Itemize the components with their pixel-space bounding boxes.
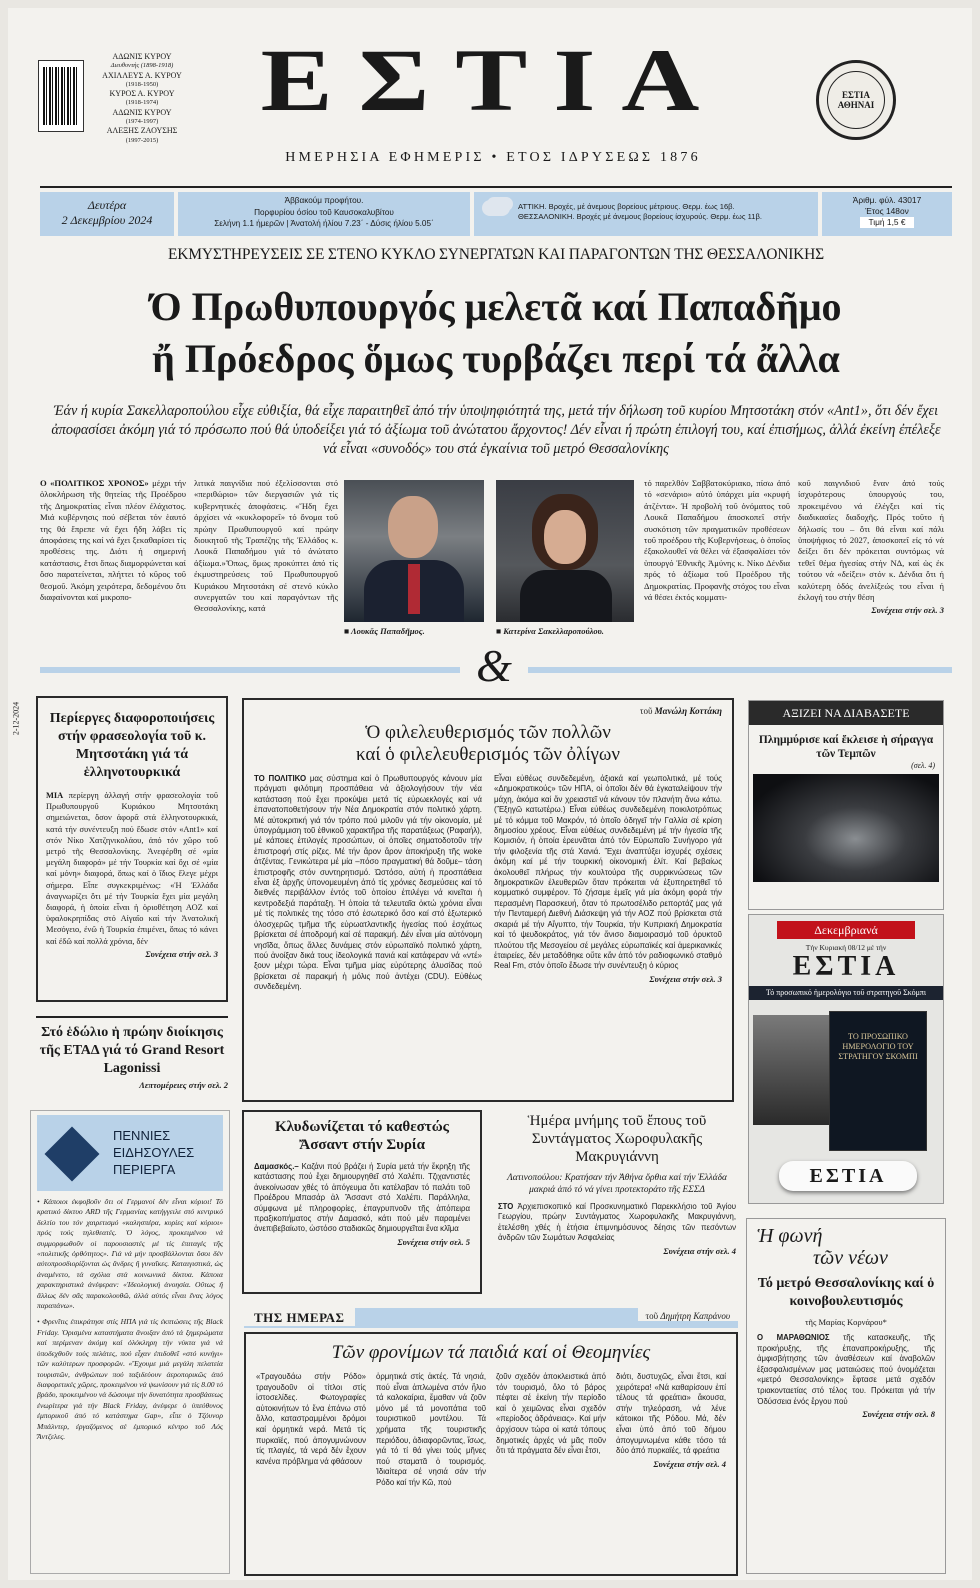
photo-sakellaropoulou [496, 480, 634, 622]
opinion-title-1[interactable]: Ὁ φιλελευθερισμός τῶν πολλῶν [365, 722, 611, 743]
byline-prefix: τοῦ [639, 706, 653, 716]
masthead-subtitle: ΗΜΕΡΗΣΙΑ ΕΦΗΜΕΡΙΣ • ΕΤΟΣ ΙΔΡΥΣΕΩΣ 1876 [285, 150, 701, 165]
story-box-phraseology [36, 696, 228, 1002]
caption-papademos: ■ Λουκᾶς Παπαδῆμος. [344, 626, 425, 636]
issue-date: 2 Δεκεμβρίου 2024 [61, 213, 153, 227]
caption-text: Λουκᾶς Παπαδῆμος. [350, 626, 425, 636]
opinion-column-2 [494, 774, 722, 993]
lead-text: τό παρελθόν Σαββατοκύριακο, πίσω ἀπό τό «σενάριο» αὐτό ὑπάρχει μία «κρυφή ἀτζέντα». Ή προβολή τοῦ ὀνόματος τοῦ Λουκᾶ Παπαδήμου ἀποσκοπεῖ στήν συσκότιση τῶν πραγματικῶν προθέσεων τοῦ προέδρου τῆς Κυβερνήσεως, ὁ ὁποῖος ἐξακολουθεῖ νά θέλει νά ἐξασφαλίσει τόν ὑπουργό Ἐθνικῆς Ἀμύνης κ. Νίκο Δένδια πρός τό ἀξίωμα τοῦ Προέδρου τῆς Δημοκρατίας. Προφανῆς στόχος του εἶναι νά θέσει ἐκτός κομματι- [644, 478, 790, 603]
byline: τῆς Μαρίας Κορνάρου* [805, 1317, 887, 1327]
publisher-years: Διευθυντής (1898-1918) [110, 62, 174, 70]
masthead-title: ΕΣΤΙΑ [260, 32, 726, 130]
pennies-item: • Φρενῖτις ἐπικράτησε στίς ΗΠΑ γιά τίς ἐκπτώσεις τῆς Black Friday. Ὁρισμένα καταστήματα ἄνοιξαν ἀπό τά ξημερώματα καί περίμεναν ἀκόμη καί ὁλόκληρη τήν νύκτα γιά νά ὑποδεχθοῦν τούς πελάτες, πού εἶχαν ἐπιδοθεῖ «στό κυνήγι» τῶν καλύτερων προσφορῶν. «Ἔχουμε μιά μεγάλη πελατεία τουριστῶν, ἀνθρώπων πού ταξιδεύουν ἀεροπορικῶς ἀπό διαφορετικές χῶρες, προκειμένου νά ψωνίσουν γιά τίς 8.00 τό βράδυ, προκειμένου νά δώσουμε τήν δυνατότητα προσβάσεως ἐνωρίτερα γιά τήν Black Friday, ἀνέφερε ὁ ὑπεύθυνος ἐμπορικοῦ ἀπό τό κατάστημα Gap», εἶπε ὁ Τζόυνορ Μπάλντερ, ἐργαζόμενος σέ ἐμπορικό κέντρο τοῦ Λός Ἄντζελες. [37, 1317, 223, 1441]
story-text: Ἀρχιεπισκοπικό καί Προσκυνηματικό Παρεκκλήσιο τοῦ Ἁγίου Γεωργίου, πρώην Συντάγματος Χωροφυλακῆς Μακρυγιάννη, ἐτελέσθη χθές ἡ ἐτήσια ἐπιμνημόσυνος δέησις τῶν πεσόντων ἀνδρῶν τῶν Σωμάτων Ἀσφαλείας [498, 1202, 736, 1243]
saint-line: Πορφυρίου όσίου τοῦ Καυσοκαλυβίτου [254, 207, 394, 217]
date-box [40, 192, 174, 236]
byline-prefix: τοῦ [645, 1311, 659, 1321]
pennies-item: • Κάποιοι ἐκφοβοῦν ὅτι οἱ Γερμανοί δέν εἶναι κύριοι! Τό κρατικό δίκτυο ARD τῆς Γερμανίας κατήγγειλε στό κεντρικό δελτίο του τόν χαιρετισμό «καλησπέρα, κυρίες καί κύριοι» πρός τούς τηλεθεατές. Ὁ λόγος, προκειμένου νά συμμορφωθοῦν οἱ παρουσιαστές μέ τίς ἐπιταγές τῆς «πολιτικῆς ὀρθότητος». Γιά νά μήν προσβάλλονται ὅσοι δέν αὐτοπροσδιορίζονται ὡς ἄνδρες ἤ γυναῖκες. Καταιγιστικά, ὡς ἀναμένετο, τά σχόλια στά κοινωνικά δίκτυα. Κάποια χαρακτηριστικά ἀνέφεραν: «Ἰδεολογική ἀνοησία. Οὔτως ἤ ἄλλως δέν σᾶς παρακολουθῶ, ἀλλά αὐτός εἶναι ἕνας λόγος παραπάνω». [37, 1197, 223, 1311]
issue-year: Έτος 148ον [865, 206, 909, 216]
seal-logo [816, 60, 896, 140]
pennies-header-line: ΕΙΔΗΣΟΥΛΕΣ [113, 1145, 195, 1160]
photo-tunnel [753, 774, 939, 882]
story-title[interactable]: Περίεργες διαφοροποιήσεις στήν φρασεολογία τοῦ κ. Μητσοτάκη γιά τά ἑλληνοτουρκικά [49, 711, 215, 780]
caption-sakellaropoulou: ■ Κατερίνα Σακελλαροπούλου. [496, 626, 604, 636]
seal-text: ΕΣΤΙΑ ΑΘΗΝΑΙ [827, 71, 885, 129]
lead-column-3 [644, 478, 790, 603]
continued-link[interactable]: Συνέχεια στήν σελ. 4 [663, 1245, 736, 1256]
opinion-column-1 [254, 774, 482, 993]
story-title[interactable]: Ἡμέρα μνήμης τοῦ ἔπους τοῦ Συντάγματος Χωροφυλακῆς Μακρυγιάννη [527, 1113, 707, 1165]
syria-box [242, 1110, 482, 1294]
byline-name: Μανώλη Κοττάκη [654, 706, 722, 716]
promo-paper: ΕΣΤΙΑ [792, 951, 900, 982]
lead-text: λιτικά παιγνίδια πού ἐξελίσσονται στό «περιθώριο» τῶν διεργασιῶν γιά τίς κυβερνητικές ἀποφάσεις. «Ἤδη ἔχει ἀρχίσει νά «κυκλοφορεῖ» τό ὄνομα τοῦ πρώην Πρωθυπουργοῦ καί πρώην διοικητοῦ τῆς Τραπέζης τῆς Ἑλλάδος κ. Λουκᾶ Παπαδήμου γιά τό ἀνώτατο ἀξίωμα.»Ὅπως, ὅμως προκύπτει ἀπό τίς ἐκμυστηρεύσεις τοῦ Πρωθυπουργοῦ Κυριάκου Μητσοτάκη σέ στενό κύκλο συνεργατῶν του καί παραγόντων τῆς Θεσσαλονίκης, κατά [194, 478, 338, 614]
promo-photo [753, 1015, 829, 1125]
lead-text: μέχρι τήν ὁλοκλήρωση τῆς θητείας τῆς Προέδρου τῆς Δημοκρατίας εἶναι πλέον ἐλάχιστος. Μιά κυβέρνησις πού σέβεται τόν ἑαυτό της θά ἔπρεπε νά ἔχει ἤδη λάβει τίς ἀποφάσεις της καί νά ἔχει ξεκαθαρίσει τίς προθέσεις της. Διότι ή σημερινή κατάστασις, ἔτσι ὅπως διαμορφώνεται καί ὅσο παρατείνεται, πλήττει τό κῦρος τοῦ θεσμοῦ. Ἀκόμη χειρότερα, δεδομένου ὅτι διαφαίνονται καί μικροπο- [40, 478, 186, 603]
saints-box [178, 192, 470, 236]
youth-kicker: Ἡ φωνή [757, 1225, 823, 1247]
edge-date: 2-12-2024 [11, 701, 21, 736]
opinion-text: Εἶναι εὐθέως συνδεδεμένη, ἀξιακά καί γεωπολιτικά, μέ τούς «Δημοκρατικούς» τῶν ΗΠΑ, οἱ ὁποῖοι δέν θά ἐγκαταλείψουν τήν μάχη, ἀκόμα καί ἄν χρειαστεῖ νά κάνουν τόν πλανήτη ἄνω κάτω. (Ἔξηγῶ κατωτέρω.) Εἶναι εὐθέως συνδεδεμένη ποικιλοτρόπως μέ τό κόμμα τοῦ Μακρόν, τό ὁποῖο ὁδηγεῖ τήν Γαλλία σέ κρίση δημοσίου χρέους. Εἶναι εὐθέως συνδεδεμένη μέ τήν ἡγεσία τῆς Κομισιόν, ἡ ὁποία ἐρευνᾶται ἀπό τόν Εὐρωπαῖο Συνήγορο γιά τήν φιλοξενία τῆς στά Χανιά. Ἔχει ἀναπτύξει ἰσχυρές σχέσεις ἀκόμη καί μέ τήν τουρκική οἰκονομική ἐλίτ. Καί βεβαίως ἀκολουθεῖ πλήρως τήν κουλτούρα τῆς συρρικνώσεως τῶν δημοκρατικῶν ἐλευθεριῶν ὅταν πρόκειται νά ἐξυπηρετηθεῖ τό κομματικό συμφέρον. Τό ζήσαμε ἐμεῖς γιά μία ἀκόμη φορά τήν περασμένη Παρασκευή, ὅταν τό πρωτοσέλιδο ρεπορτάζ μας γιά τήν Πενταμερή Διεθνή Διάσκεψη γιά τήν ΑΟΖ πού βρίσκεται στά σκαριά μέ τήν Αἴγυπτο, τήν Τουρκία, τήν Κυπριακή Δημοκρατία καί τό ψευδοκράτος, γιά τόν ἄνισο διαμοιρασμό τοῦ ὀρυκτοῦ πλούτου τῆς Μεσογείου σέ μεγάλες εὐρωπαϊκές καί ἀμερικανικές ἑταιρείες, δέν μεταδόθηκε οὔτε κἄν ἀπό τόν ραδιοφωνικό σταθμό Real Fm, στόν ὁποῖο ἔδωσε τήν συνέντευξη ὁ κύριος [494, 774, 722, 971]
story-text: τῆς κατασκευῆς, τῆς προκήρυξης, τῆς ἐπαναπροκήρυξης, τῆς ἀμφισβήτησης τῶν ἀναθέσεων καί ἀναβολῶν ἐξασφαλισμένων μας ματαιώσεις πού ὀνομάζεται «μετρό Θεσσαλονίκης» ἔφτασε μετά σχεδόν τριακονταετίας στό τέλος του. Πρόκειται γιά τήν Ὀδύσσεια ἑνός ἔργου πού [757, 1333, 935, 1406]
weather-attica: ΑΤΤΙΚΗ. Βροχές, μέ άνεμους βορείους μέτριους. Θερμ. έως 16β. [518, 202, 735, 211]
day-column-1: «Τραγουδάω στήν Ρόδο» τραγουδοῦν οἱ τίτλοι στίς ἱστοσελίδες. Φωτογραφίες αὐτοκινήτων τό ἕνα ἐπάνω στό ἄλλο, καταστραμμένοι δρόμοι καί ὁρμητικά νερά. Μετά τίς πυρκαϊές, πού ἀπογυμνώνουν τίς πλαγιές, τά νερά δέν ἔχουν κανένα πρόβλημα νά φθάσουν [256, 1372, 366, 1466]
must-read-title[interactable]: Πλημμύρισε καί ἔκλεισε ἡ σήραγγα τῶν Τεμπῶν [758, 734, 934, 760]
publisher-name: ΚΥΡΟΣ Α. ΚΥΡΟΥ [109, 89, 175, 99]
byline-name: Δημήτρη Καπράνου [660, 1311, 730, 1321]
lead-text: κοῦ παιγνιδιοῦ ἕναν ἀπό τούς ἰσχυρότερους ὑπουργούς του, προκειμένου νά ἐλέγξει καί τίς διαδικασίες διαδοχῆς. Πρός τοῦτο ή δήλωσίς του – ὅτι θά εἶναι καί πάλι ὑποψήφιος τό 2027, ἀποσκοπεῖ εἰς τό νά δείξει ὅτι δέν πρόκειται συντόμως νά τεθεῖ θέμα ἡγεσίας στήν ΝΔ, καί ὡς ἐκ τούτου νά «δείξει» στόν κ. Δένδια ὅτι ή καλύτερη ὁδός ἀνελίξεώς του εἶναι ή ἐκλογή του στήν θέση [798, 478, 944, 603]
pennies-header-line: ΠΕΡΙΕΡΓΑ [113, 1162, 176, 1177]
pennies-box [30, 1110, 230, 1574]
youth-box [746, 1218, 946, 1574]
pennies-header-line: ΠΕΝΝΙΕΣ [113, 1128, 171, 1143]
publisher-name: ΑΧΙΛΛΕΥΣ Α. ΚΥΡΟΥ [102, 70, 182, 80]
opinion-text: μας σύστημα καί ὁ Πρωθυπουργός κάνουν μία πράγματι φιλότιμη προσπάθεια νά ἀξιολογήσουν τήν νέα κατάσταση πού ἔχει προκύψει μετά τίς εὐρωεκλογές καί νά ἐπανατοποθετήσουν τήν Νέα Δημοκρατία στόν πολιτικό χάρτη. Μέ αὐτοκριτική γιά τόν τρόπο πού μιλοῦν γιά τήν οἰκονομία, μέ ὑπογράμμιση τοῦ ἐθνικοῦ χαρακτῆρα τῆς παρατάξεως (Ραφαήλ), μέ κάποιες ἐπιλογές προσώπων, οἱ ὁποῖες σηματοδοτοῦν τήν ἐπιστροφή στίς ρίζες. Μέ τήν ἄρον ἄρον ἀποκήρυξη τῆς woke ἀτζέντας. Γενικώτερα μέ μία –πόσο πραγματική θά δοῦμε– τάση ἐπιστροφῆς στόν συντηρητισμό. Ὡστόσο, αὐτή ἡ προσπάθεια εἶναι ἐξ ἀρχῆς ὑπονομευμένη ἀπό τίς χρόνιες δεσμεύσεις καί τό διεθνές περιβάλλον ἐντός τοῦ ὁποίου ἐπιλέγει νά κινεῖται ἡ κεντροδεξιά παράταξη. Ἡ ὁποία τά τελευταῖα ὀκτώ χρόνια εἶναι μέ τίς πολιτικές της τόσο στό ἐσωτερικό ὅσο καί στό ἐξωτερικό ὀλοσχερῶς τμῆμα τῆς εὐρωατλαντικῆς ἡγεσίας πού ἐσχάτως βρίσκεται σέ ἀποδρομή καί σέ παρακμή. Δέν εἶναι μία αὐτόνομη νησῖδα, ὅπως ἄλλες δυνάμεις στόν εὐρωπαϊκό πολιτικό χάρτη, πού ἀνοίξαν δικά τους ἰδεολογικά πανιά καί κατάφεραν νά «ντέ» ξουν μέχρι τώρα. Εἶναι τμῆμα μίας εὐρύτερης ἀλυσίδας πού βρίσκεται σέ παρακμή ἡ μόλις πού ἀντέχει (CDU). Εὐθέως συνδεδεμένη. [254, 774, 482, 992]
promo-paper-roll: ΕΣΤΙΑ [779, 1161, 917, 1191]
ornament-icon [45, 1127, 100, 1182]
story-title[interactable]: Στό ἑδώλιο ἡ πρώην διοίκησις τῆς ΕΤΑΔ γιά τό Grand Resort Lagonissi [39, 1025, 225, 1076]
publisher-name: ΑΔΩΝΙΣ ΚΥΡΟΥ [112, 52, 172, 61]
cloud-rain-icon [482, 200, 510, 216]
divider-left [40, 667, 460, 673]
dropin: Ο ΜΑΡΑΘΩΝΙΟΣ [757, 1333, 830, 1342]
sun-moon-line: Σελήνη 1.1 ήμερῶν | Άνατολή ήλίου 7.23΄ - Δύσις ήλίου 5.05΄ [214, 219, 434, 228]
story-title[interactable]: Ἄσσαντ στήν Συρία [299, 1137, 425, 1153]
dropin: ΣΤΟ [498, 1202, 514, 1211]
must-read-box [748, 700, 944, 910]
divider-right [528, 667, 952, 673]
lead-standfirst: Έάν ή κυρία Σακελλαροπούλου εἶχε εὐθιξία, θά εἶχε παραιτηθεῖ ἀπό τήν ὑποψηφιότητά της, μετά τήν δήλωση τοῦ κυρίου Μητσοτάκη στόν «Ant1», ὅτι δέν ἔχει ἀποφασίσει ἀκόμη γιά τό πρόσωπο πού θά ὑποδείξει γιά τό ἀξίωμα τοῦ ἀνώτατου ἄρχοντος! Δέν εἶναι ή πρώτη ἐπιλογή του, καί ἐπισήμως, ἀλλά ἐκείνη ἐπέλεξε νά εἶναι «συνοδός» του στά ἐγκαίνια τοῦ μετρό Θεσσαλονίκης [51, 403, 941, 457]
saint-line: Άββακούμ προφήτου. [284, 196, 364, 205]
weekday: Δευτέρα [87, 198, 127, 212]
story-etad [36, 1024, 228, 1090]
day-label-bar [244, 1308, 738, 1328]
must-read-header: ΑΞΙΖΕΙ ΝΑ ΔΙΑΒΑΣΕΤΕ [749, 701, 943, 725]
continued-link[interactable]: Συνέχεια στήν σελ. 3 [871, 605, 944, 616]
publisher-years: (1997-2015) [125, 136, 159, 144]
must-read-page: (σελ. 4) [911, 761, 935, 770]
publisher-years: (1974-1997) [125, 118, 159, 126]
issue-box [822, 192, 952, 236]
promo-banner: Τό προσωπικό ἡμερολόγιο τοῦ στρατηγοῦ Σκόμπι [749, 986, 943, 1000]
dropin: Δαμασκός.– [254, 1162, 299, 1171]
story-title[interactable]: Κλυδωνίζεται τό καθεστώς [274, 1119, 450, 1135]
weather-box [474, 192, 818, 236]
youth-kicker: τῶν νέων [813, 1247, 888, 1269]
continued-link[interactable]: Συνέχεια στήν σελ. 3 [649, 973, 722, 984]
story-text: Καζάνι πού βράζει ἡ Συρία μετά τήν ἔκρηξη τῆς κατάστασης πού ἔχει δημιουργηθεῖ στό Χαλέπι. Τζιχαντιστές ἀνεκοίνωσαν χθές τό ἀπόγευμα ὅτι κατέλαβαν τό παλάτι τοῦ Προέδρου Μπασάρ ἀλ Ἄσσαντ στό Χαλέπι. Παράλληλα, σύμφωνα μέ πληροφορίες, ἐπαγρυπνοῦν τῆς ἀπόπειρα πραξικοπήματος στήν Δαμασκό, κάτι πού μέν παραμένει ἀνεπιβεβαίωτο, ὡστόσο σταδιακῶς δημιουργεῖται ἕνα κλῖμα [254, 1162, 470, 1234]
story-text: περίεργη ἀλλαγή στήν φρασεολογία τοῦ Πρωθυπουργοῦ Κυριάκου Μητσοτάκη σημειώνεται, ὅσον ἀφορᾶ στά ἑλληνοτουρκικά, κατά τήν συνέντευξη πού ἔδωσε στόν «Ant1» καί στόν Νίκο Χατζηνικολάου, ἀπό τόν χῶρο τοῦ μετρό τῆς Θεσσαλονίκης. Ἀνεφέρθη σέ «μία μεγάλη διαφορά» μέ τήν Τουρκία καί ὄχι σέ «μία καί μόνη» διαφορά, ὅπως καί ὁ ἴδιος ἔλεγε μέχρι σήμερα. Εἶπε συγκεκριμένως: «Ἡ Ἑλλάδα ἀναγνωρίζει ὅτι μέ τήν Τουρκία ἔχει μία μεγάλη διαφορά, ἡ ὁποία εἶναι ἡ ὁριοθέτηση ΑΟΖ καί ὑφαλοκρηπίδας στό Αἰγαῖο καί τήν Ἀνατολική Μεσόγειο, ἐνῶ ἡ Τουρκία ἐπιμένει, ὅπως τό κάνει καί ἐδῶ καί πολλά χρόνια, δέν [46, 791, 218, 946]
lead-dropin: Ο «ΠΟΛΙΤΙΚΟΣ ΧΡΟΝΟΣ» [40, 478, 149, 488]
story-subtitle: Λατινοπούλου: Κρατήσαν τήν Ἀθήνα ὄρθια καί τήν Ἑλλάδα μακριά ἀπό τό νά γίνει προτεκτοράτο τῆς ΕΣΣΔ [507, 1173, 727, 1195]
lead-column-2 [194, 478, 338, 615]
continued-link[interactable]: Συνέχεια στήν σελ. 3 [145, 948, 218, 959]
lead-headline-2: ἤ Πρόεδρος ὅμως τυρβάζει περί τά ἄλλα [152, 336, 840, 381]
promo-month: Δεκεμβριανά [777, 921, 915, 939]
day-box [244, 1332, 738, 1576]
book-title: ΤΟ ΠΡΟΣΩΠΙΚΟ ΗΜΕΡΟΛΟΓΙΟ ΤΟΥ ΣΤΡΑΤΗΓΟΥ ΣΚΟΜΠΙ [838, 1032, 918, 1061]
publisher-years: (1918-1950) [125, 80, 159, 88]
promo-sunday: Τήν Κυριακή 08/12 μέ τήν [805, 943, 887, 952]
photo-papademos [344, 480, 484, 622]
day-label: ΤΗΣ ΗΜΕΡΑΣ [244, 1308, 355, 1326]
day-column-4: διότι, δυστυχῶς, εἶναι ἔτσι, καί χειρότερα! «Νά καθαρίσουν ἐπί τέλους τά φρεάτια» ἄκουσα, στήν τηλεόραση, νά λένε κάτοικοι τῆς Ρόδου. Μά, δέν εἶναι ὑπό ἀπό τοῦ δήμου ἀπογυμνωμένα κάθε τόσο τά δύο ἀπό πυρκαϊές, τά φρεάτια [616, 1372, 726, 1456]
story-title[interactable]: Τό μετρό Θεσσαλονίκης καί ὁ κοινοβουλευτισμός [757, 1276, 935, 1309]
weather-thessaloniki: ΘΕΣΣΑΛΟΝΙΚΗ. Βροχές μέ άνεμους βορείους ίσχυρούς. Θερμ. έως 11β. [518, 212, 762, 221]
barcode [38, 60, 84, 132]
continued-link[interactable]: Συνέχεια στήν σελ. 4 [653, 1458, 726, 1469]
publisher-years: (1918-1974) [125, 99, 159, 107]
day-column-3: ζοῦν σχεδόν ἀποκλειστικά ἀπό τόν τουρισμό, ὅλο τό βάρος πέφτει σέ ἐκείνη τήν περίοδο καί ὁ χειμῶνας εἶναι σχεδόν «περίοδος ἀδράνειας». Καί μήν ἀρχίσουν τώρα οἱ κατά τόπους δημοτικές ἀρχές νά μᾶς ποῦν ὅτι τά πράγματα δέν εἶναι ἔτσι, [496, 1372, 606, 1456]
pennies-header [37, 1115, 223, 1191]
day-column-2: ὁρμητικά στίς ἀκτές. Τά νησιά, πού εἶναι ἀπλωμένα στόν ἥλιο τά καλοκαίρια, ἔμαθαν νά ζοῦν μόνο μέ τά μονοπάτια τοῦ τουριστικοῦ μοντέλου. Τά χρήματα τῆς τουριστικῆς περιόδου, ἀδιαφορῶντας, ἴσως, γιά τό τί θά γίνει τούς μῆνες πού σταματᾶ ὁ τουρισμός. Ἱδιαίτερα σέ νησιά σάν τήν Ρόδο καί τήν Κῶ, πού [376, 1372, 486, 1487]
byline [638, 1308, 738, 1321]
rule [36, 1016, 228, 1018]
lead-column-1 [40, 478, 186, 603]
makrygiannis-story [498, 1112, 736, 1256]
promo-box [748, 914, 944, 1204]
caption-text: Κατερίνα Σακελλαροπούλου. [503, 626, 604, 636]
divider-ampersand: & [476, 640, 512, 691]
date-bar-rule [40, 186, 952, 188]
publisher-name: ΑΔΩΝΙΣ ΚΥΡΟΥ [112, 107, 172, 117]
opinion-title-2[interactable]: καί ὁ φιλελευθερισμός τῶν ὀλίγων [355, 744, 620, 765]
continued-link[interactable]: Συνέχεια στήν σελ. 8 [862, 1409, 935, 1420]
price: Τιμή 1,5 € [860, 217, 913, 228]
lead-column-4 [798, 478, 944, 617]
front-page [8, 8, 972, 1580]
dropin: ΜΙΑ [46, 791, 64, 800]
continued-link[interactable]: Λεπτομέρειες στήν σελ. 2 [139, 1080, 228, 1090]
publishers-list [92, 52, 192, 145]
continued-link[interactable]: Συνέχεια στήν σελ. 5 [397, 1236, 470, 1247]
lead-headline-1: Ό Πρωθυπουργός μελετᾶ καί Παπαδῆμο [150, 284, 842, 329]
promo-book [829, 1011, 927, 1151]
dropin: ΤΟ ΠΟΛΙΤΙΚΟ [254, 774, 307, 783]
day-title[interactable]: Τῶν φρονίμων τά παιδιά καί οἱ Θεομηνίες [331, 1342, 651, 1363]
byline [254, 706, 722, 716]
issue-number: Άριθμ. φύλ. 43017 [852, 195, 922, 205]
opinion-box [242, 698, 734, 1102]
publisher-name: ΑΛΕΞΗΣ ΖΑΟΥΣΗΣ [106, 126, 178, 136]
lead-kicker: ΕΚΜΥΣΤΗΡΕΥΣΕΙΣ ΣΕ ΣΤΕΝΟ ΚΥΚΛΟ ΣΥΝΕΡΓΑΤΩΝ ΚΑΙ ΠΑΡΑΓΟΝΤΩΝ ΤΗΣ ΘΕΣΣΑΛΟΝΙΚΗΣ [168, 246, 824, 263]
